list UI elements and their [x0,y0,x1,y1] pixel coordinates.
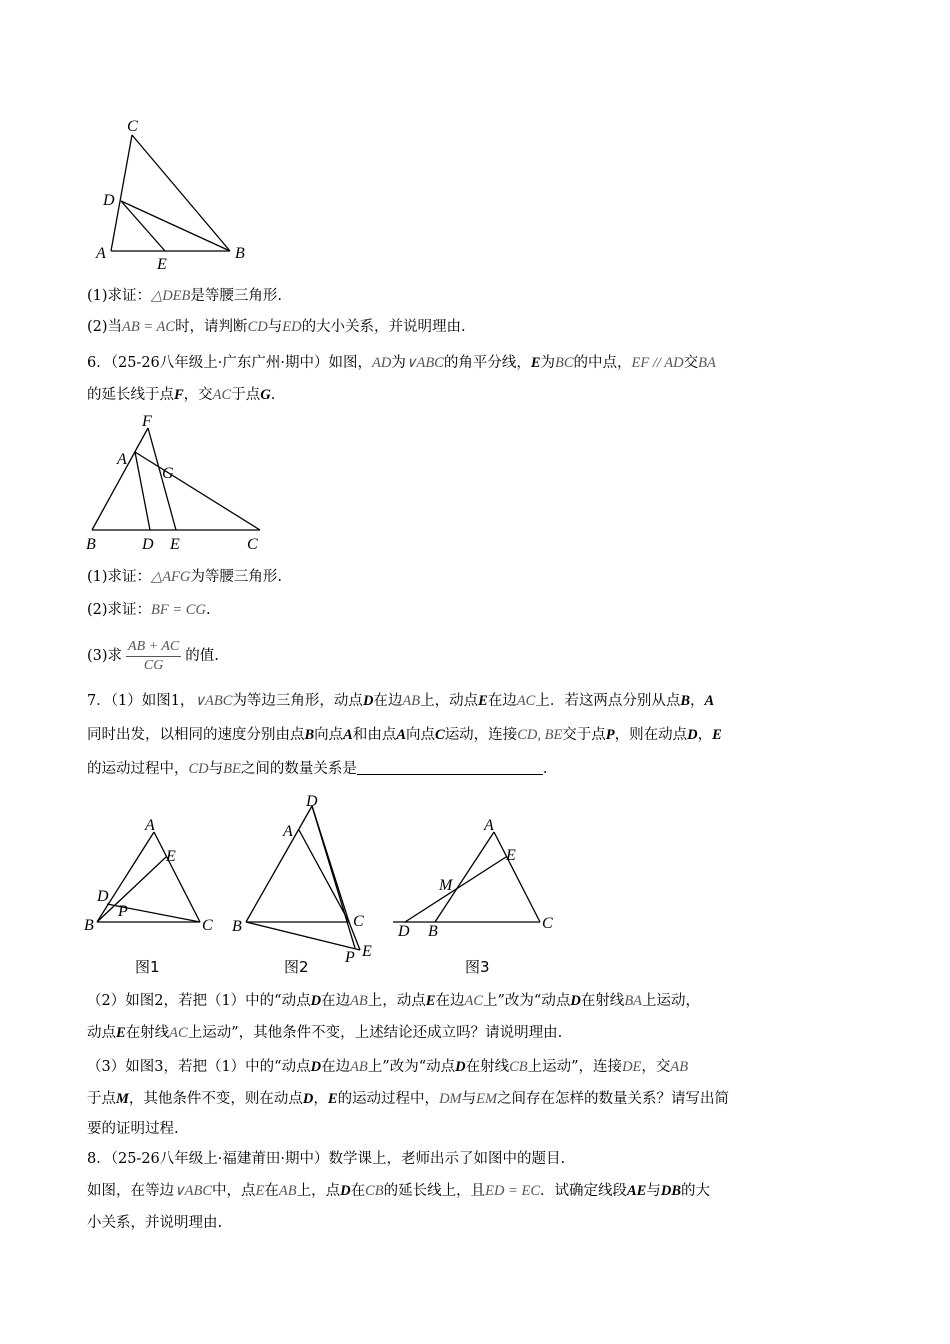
q7-figure-1 [80,812,230,986]
fig1-label-P: P [118,903,128,920]
q7-stem-line2: 同时出发，以相同的速度分别由点B向点A和由点A向点C运动，连接CD, BE交于点P，则在动点D，E [87,727,722,743]
q6-label-A: A [117,451,127,468]
q6-label-D: D [142,536,154,553]
q7-part3-line1: （3）如图3，若把（1）中的“动点D在边AB上”改为“动点D在射线CB上运动”，连接DE，交AB [87,1059,689,1075]
q6-segment-AD [135,452,150,530]
q5-label-E: E [157,256,167,273]
q6-figure [80,412,280,561]
answer-blank[interactable] [357,760,543,775]
q8-line3: 小关系，并说明理由. [87,1215,223,1231]
q5-segment-DE [121,201,165,251]
fig1-label-C: C [202,917,213,934]
fig3-label-B: B [428,923,438,940]
fig3-label-D: D [398,923,410,940]
q7-part2-line1: （2）如图2，若把（1）中的“动点D在边AB上，动点E在边AC上”改为“动点D在射线BA上运动， [87,993,701,1009]
q6-label-E: E [170,536,180,553]
q8-line1: 8．（25-26八年级上·福建莆田·期中）数学课上，老师出示了如图中的题目. [87,1151,566,1167]
fig1-label-D: D [97,888,109,905]
q6-stem-line2: 的延长线于点F，交AC于点G. [87,387,276,403]
q8-line2: 如图，在等边∨ABC中，点E在AB上，点D在CB的延长线上，且ED = EC．试确定线段AE与DB的大 [87,1183,710,1199]
q5-label-D: D [103,192,115,209]
q5-label-A: A [96,245,106,262]
q7-figure-2 [228,790,388,986]
q7-part3-line3: 要的证明过程. [87,1121,179,1137]
q5-part1: (1)求证：△DEB是等腰三角形. [87,288,282,304]
fig2-segment-DP [312,806,355,948]
fig3-label-M: M [439,877,453,894]
fig1-edge-AC [154,832,200,922]
q6-label-C: C [247,536,258,553]
fig2-label-P: P [345,949,355,966]
fig2-label-D: D [306,793,318,810]
q7-part2-line2: 动点E在射线AC上运动”，其他条件不变，上述结论还成立吗？请说明理由. [87,1025,563,1041]
q6-label-F: F [142,413,152,430]
fig2-edge-BD [246,806,312,922]
fig2-label-A: A [283,823,293,840]
fig1-label-A: A [145,817,155,834]
q6-label-B: B [86,536,96,553]
q5-figure [90,115,260,279]
fig3-label-A: A [484,817,494,834]
q6-label-G: G [162,465,174,482]
q5-segment-DB [121,201,230,251]
fig3-label-E: E [506,847,516,864]
q7-part3-line2: 于点M，其他条件不变，则在动点D，E的运动过程中，DM与EM之间存在怎样的数量关系？请写出简 [87,1091,730,1107]
fig2-caption: 图2 [284,958,309,976]
fig1-caption: 图1 [135,958,160,976]
q7-figure-3 [390,812,570,986]
fig2-label-B: B [232,918,242,935]
q6-part1: (1)求证：△AFG为等腰三角形. [87,569,282,585]
fig1-label-E: E [166,848,176,865]
q6-fraction: $\frac{AB + AC}{CG}$ [128,638,180,673]
fig2-label-E: E [362,943,372,960]
fig3-segment-DE [405,857,506,922]
q7-stem-line3: 的运动过程中，CD与BE之间的数量关系是 . [87,761,548,777]
q6-part2: (2)求证：BF = CG. [87,602,211,618]
q6-part3: (3)求 $\frac{AB + AC}{CG}$ 的值. [87,638,219,673]
fig2-segment-BE [246,922,360,950]
q6-edge-AC [135,452,260,530]
fig2-label-C: C [353,913,364,930]
fig1-label-B: B [84,917,94,934]
q5-label-C: C [127,118,138,135]
fig3-label-C: C [542,915,553,932]
q6-stem-line1: 6．（25-26八年级上·广东广州·期中）如图，AD为∨ABC的角平分线，E为BC的中点，EF // AD交BA [87,355,716,371]
q7-stem-line1: 7．（1）如图1，∨ABC为等边三角形，动点D在边AB上，动点E在边AC上．若这两点分别从点B，A [87,693,715,709]
q5-part2: (2)当AB = AC时，请判断CD与ED的大小关系，并说明理由. [87,319,466,335]
fig3-edge-AC [494,832,540,922]
fig3-caption: 图3 [465,958,490,976]
q5-edge-CB [132,135,230,251]
q5-label-B: B [235,245,245,262]
